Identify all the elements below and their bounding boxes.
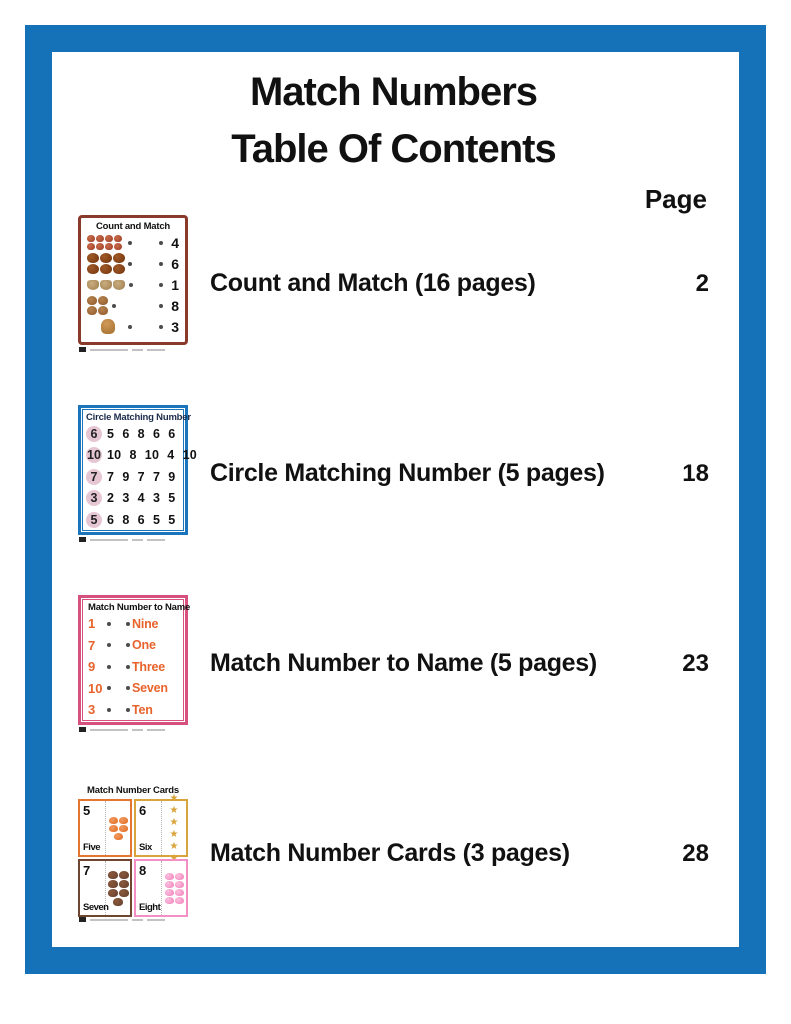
match-number: 3 [171,318,179,335]
watermark-logo [79,347,86,352]
number-name: Three [132,659,166,674]
card-word: Six [139,842,152,854]
starfish-icon [169,817,180,828]
match-number: 10 [88,680,103,696]
fish-icons [106,801,130,855]
thumbnail-title: Match Number Cards [87,785,179,797]
hedgehog-icon [119,871,129,879]
worksheet-preview-count-and-match [78,215,188,345]
pink-fish-icon [165,873,174,880]
circle-match-row [86,445,197,467]
pink-fish-icon [175,881,184,888]
pink-fish-icon [165,897,174,904]
name-match-row [88,656,178,678]
crab-icon [96,243,104,250]
circle-match-row [86,509,180,531]
starfish-icon [169,841,180,852]
basket-icon [87,280,99,290]
match-number: 8 [171,297,179,314]
thumbnail-match-number-cards [78,785,190,922]
toc-entry-label: Count and Match (16 pages) [210,269,536,298]
match-dot-right [126,686,130,690]
card-number: 7 [83,863,91,879]
fish-icon [119,825,128,832]
count-match-row [87,253,179,274]
card-number: 8 [139,863,147,879]
number-card-seven [78,859,132,917]
match-number: 7 [88,637,96,653]
match-dot-right [126,708,130,712]
pink-fish-icon [165,881,174,888]
hedgehog-icons [106,861,130,915]
match-dot-right [159,304,163,308]
count-match-row [87,295,179,316]
match-dot-left [112,304,116,308]
name-match-row [88,678,178,700]
hedgehog-icon [113,898,123,906]
number-options: 5 6 8 6 6 [107,426,176,441]
thumbnail-footer-watermark [78,537,190,542]
basket-icon [100,280,112,290]
number-name: Ten [132,702,153,717]
match-dot-right [126,665,130,669]
watermark-logo [79,917,86,922]
match-dot-right [159,325,163,329]
thumbnail-title: Match Number to Name [88,602,191,614]
target-number-circle: 6 [86,426,102,442]
fish-icon [119,817,128,824]
card-word: Five [83,842,101,854]
starfish-icon [169,829,180,840]
crab-icon [96,235,104,242]
number-options: 7 9 7 7 9 [107,469,176,484]
worksheet-preview-number-cards [78,785,188,915]
monkey-icon [87,306,97,315]
match-dot-right [126,622,130,626]
toc-entry-label: Match Number to Name (5 pages) [210,649,597,678]
hedgehog-icon [108,880,118,888]
name-match-row [88,613,178,635]
match-dot-right [159,283,163,287]
crab-icon [87,235,95,242]
match-dot-left [128,325,132,329]
match-dot-left [128,262,132,266]
watermark-logo [79,537,86,542]
thumbnail-title: Circle Matching Number [86,412,191,424]
match-number: 1 [171,276,179,293]
thumbnail-count-and-match [78,215,190,352]
basket-icon [113,280,125,290]
match-dot-right [159,241,163,245]
turkey-icon [100,264,112,274]
pink-fish-icon [175,873,184,880]
monkey-icons [87,319,128,334]
starfish-icon [169,805,180,816]
hedgehog-icon [108,889,118,897]
toc-entry-label: Circle Matching Number (5 pages) [210,459,605,488]
toc-row-circle-matching-number [78,405,709,543]
thumbnail-footer-watermark [78,727,190,732]
monkey-icon [101,319,115,334]
worksheet-preview-circle-matching [78,405,197,535]
turkey-icon [113,253,125,263]
crab-icon [105,243,113,250]
worksheet-preview-match-name [78,595,191,725]
hedgehog-icon [108,871,118,879]
match-dot-left [107,643,111,647]
turkey-icon [87,253,99,263]
turkey-icon [100,253,112,263]
page-title [78,64,709,178]
crab-icon [87,243,95,250]
match-dot-left [107,686,111,690]
match-dot-right [159,262,163,266]
toc-entry-page-number: 2 [695,269,709,297]
number-name: One [132,638,156,653]
match-dot-left [107,622,111,626]
card-number: 6 [139,803,147,819]
name-match-row [88,635,178,657]
thumbnail-title: Count and Match [95,221,171,233]
match-number: 4 [171,234,179,251]
starfish-icon [169,793,180,804]
thumbnail-circle-matching-number [78,405,197,542]
toc-row-match-number-cards [78,785,709,923]
thumbnail-footer-watermark [78,917,190,922]
monkey-icons [87,296,112,315]
monkey-icon [98,296,108,305]
target-number-circle: 3 [86,490,102,506]
pink-fish-icon [175,897,184,904]
toc-row-match-number-to-name [78,595,709,733]
toc-entry-page-number: 23 [682,649,709,677]
crab-icon [114,243,122,250]
turkey-icons [87,253,128,274]
fish-icon [109,817,118,824]
page-frame-border [25,25,766,974]
page-content [52,52,739,947]
card-number: 5 [83,803,91,819]
match-dot-left [128,241,132,245]
number-cards-grid [78,799,188,917]
monkey-icon [98,306,108,315]
number-card-eight [134,859,188,917]
card-word: Eight [139,902,161,914]
card-word: Seven [83,902,109,914]
turkey-icon [113,264,125,274]
fish-icon [109,825,118,832]
monkey-icon [87,296,97,305]
count-match-row [87,316,179,337]
watermark-logo [79,727,86,732]
hedgehog-icon [119,889,129,897]
circle-match-row [86,488,180,510]
toc-entry-page-number: 28 [682,839,709,867]
toc-entry-page-number: 18 [682,459,709,487]
page-column-header: Page [644,183,707,214]
match-dot-left [129,283,133,287]
match-number: 1 [88,616,96,632]
match-number: 9 [88,659,96,675]
crab-icon [105,235,113,242]
name-match-row [88,699,178,721]
match-dot-left [107,708,111,712]
match-dot-right [126,643,130,647]
number-card-five [78,799,132,857]
number-name: Seven [132,681,168,696]
number-options: 6 8 6 5 5 [107,512,176,527]
match-number: 6 [171,255,179,272]
target-number-circle: 5 [86,512,102,528]
title-line-1: Match Numbers [249,70,538,114]
number-options: 10 8 10 4 10 [107,448,197,463]
number-options: 2 3 4 3 5 [107,491,176,506]
circle-match-row [86,466,180,488]
turkey-icon [87,264,99,274]
number-card-six [134,799,188,857]
fish-icon [114,833,123,840]
hedgehog-icon [119,880,129,888]
target-number-circle: 7 [86,469,102,485]
pink-fish-icons [162,861,186,915]
toc-row-count-and-match [78,215,709,353]
starfish-icons [162,801,186,855]
number-name: Nine [132,616,159,631]
toc-entry-label: Match Number Cards (3 pages) [210,839,570,868]
match-dot-left [107,665,111,669]
count-match-row [87,274,179,295]
crab-icon [114,235,122,242]
crab-icons [87,235,128,250]
count-match-row [87,232,179,253]
title-line-2: Table Of Contents [231,126,556,171]
match-number: 3 [88,702,96,718]
thumbnail-footer-watermark [78,347,190,352]
basket-icons [87,280,129,290]
target-number-circle: 10 [87,448,101,463]
thumbnail-match-number-to-name [78,595,190,732]
circle-match-row [86,423,180,445]
pink-fish-icon [175,889,184,896]
pink-fish-icon [165,889,174,896]
